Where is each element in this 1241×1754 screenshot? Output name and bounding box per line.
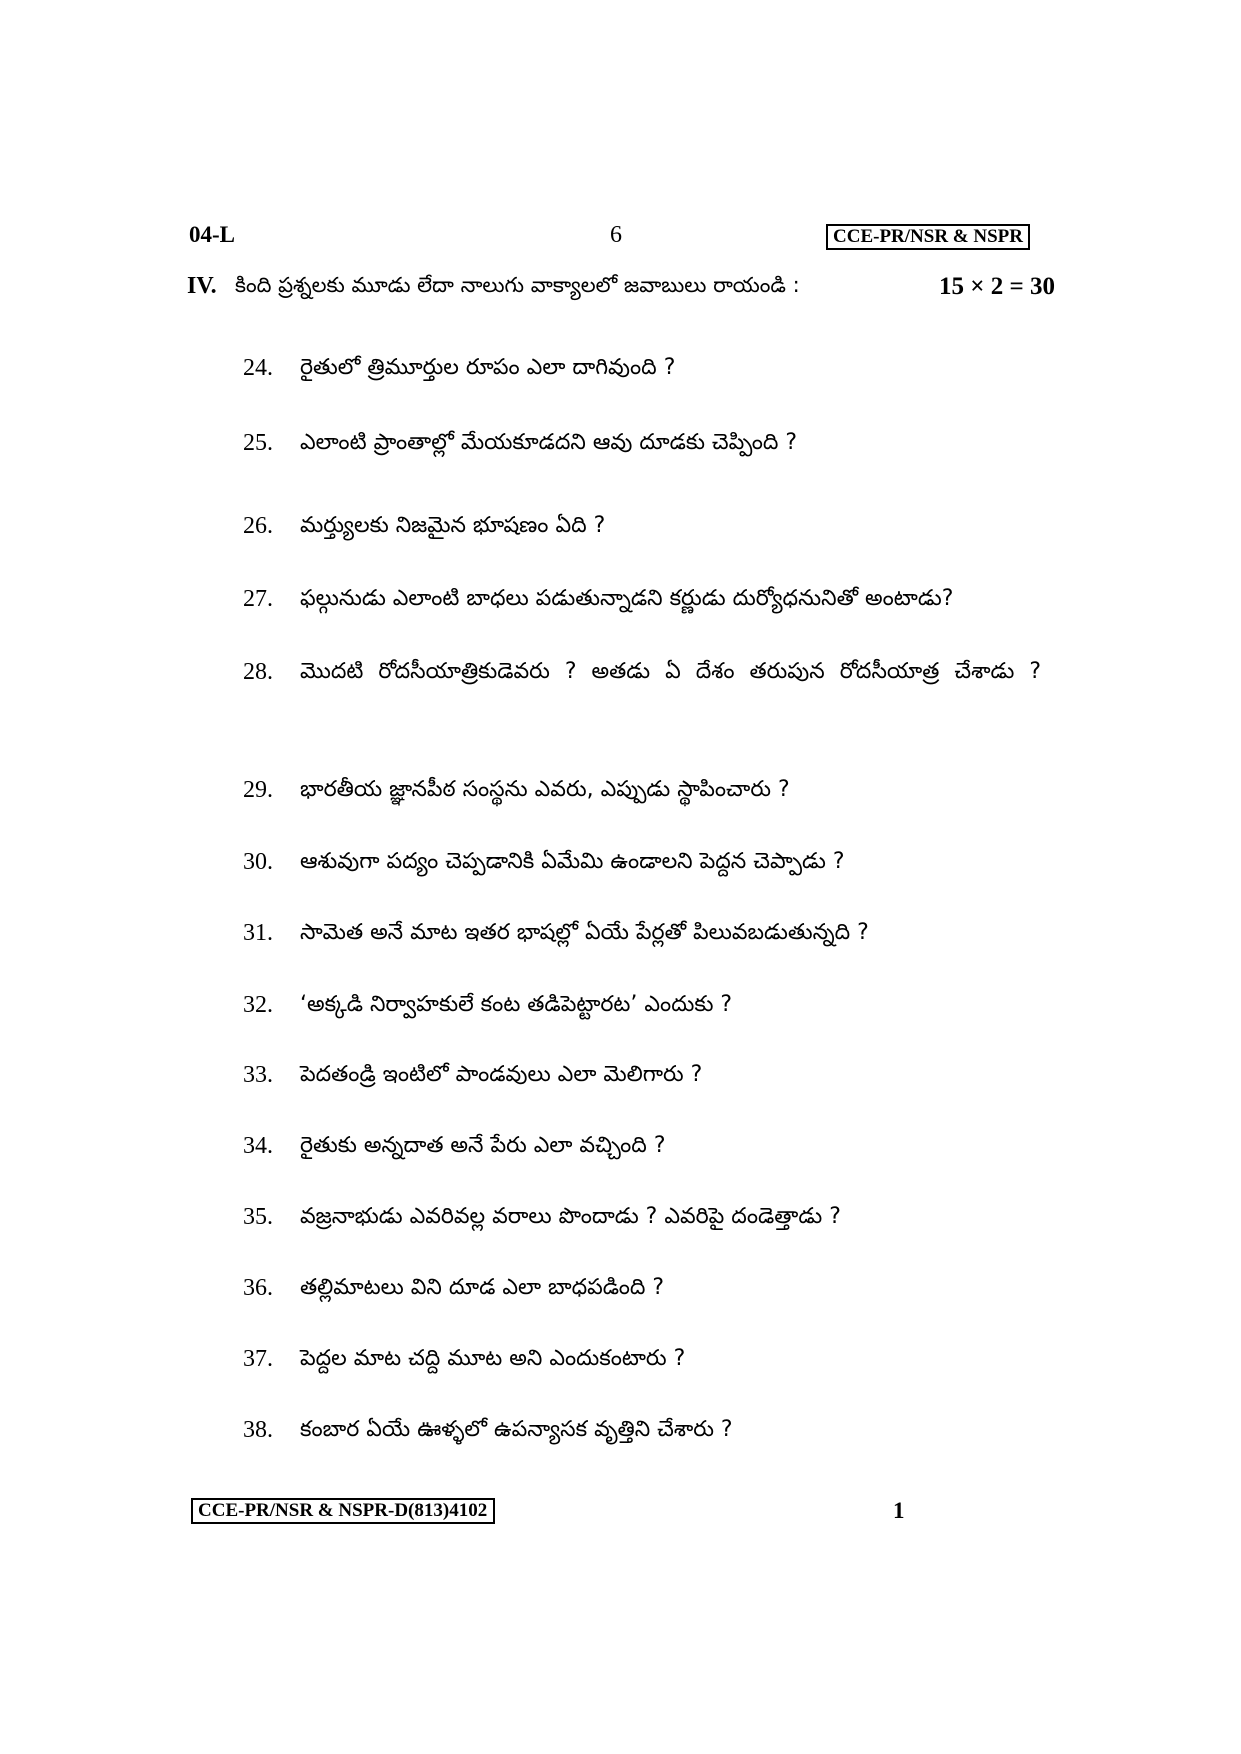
question-text: ఆశువుగా పద్యం చెప్పడానికి ఏమేమి ఉండాలని పెద్దన చెప్పాడు ? bbox=[300, 849, 845, 874]
footer-code-box: CCE-PR/NSR & NSPR-D(813)4102 bbox=[191, 1498, 495, 1524]
section-heading bbox=[187, 270, 1057, 310]
question-number: 28. bbox=[243, 659, 273, 685]
series-code-box: CCE-PR/NSR & NSPR bbox=[826, 224, 1030, 250]
question-number: 31. bbox=[243, 920, 273, 946]
question-text: పెదతండ్రి ఇంటిలో పాండవులు ఎలా మెలిగారు ? bbox=[300, 1062, 703, 1087]
paper-code: 04-L bbox=[189, 222, 235, 247]
question-number: 34. bbox=[243, 1133, 273, 1159]
question-number: 30. bbox=[243, 849, 273, 875]
question-number: 37. bbox=[243, 1346, 273, 1372]
section-number: IV. bbox=[187, 273, 217, 299]
question-text: ‘అక్కడి నిర్వాహకులే కంట తడిపెట్టారట’ ఎందుకు ? bbox=[300, 992, 733, 1017]
question-text: వజ్రనాభుడు ఎవరివల్ల వరాలు పొందాడు ? ఎవరిపై దండెత్తాడు ? bbox=[300, 1204, 841, 1229]
question-number: 35. bbox=[243, 1204, 273, 1230]
question-number: 26. bbox=[243, 513, 273, 539]
question-text: తల్లిమాటలు విని దూడ ఎలా బాధపడింది ? bbox=[300, 1275, 665, 1300]
question-text: ఫల్గునుడు ఎలాంటి బాధలు పడుతున్నాడని కర్ణుడు దుర్యోధనునితో అంటాడు? bbox=[300, 586, 954, 611]
page-number: 6 bbox=[610, 222, 622, 248]
question-text: మొదటి రోదసీయాత్రికుడెవరు ? అతడు ఏ దేశం తరుపున రోదసీయాత్ర చేశాడు ? bbox=[300, 659, 1042, 684]
section-instruction: కింది ప్రశ్నలకు మూడు లేదా నాలుగు వాక్యాలలో జవాబులు రాయండి : bbox=[235, 273, 800, 297]
question-text: ఎలాంటి ప్రాంతాల్లో మేయకూడదని ఆవు దూడకు చెప్పింది ? bbox=[300, 430, 798, 455]
question-number: 27. bbox=[243, 586, 273, 612]
question-number: 33. bbox=[243, 1062, 273, 1088]
question-number: 24. bbox=[243, 355, 273, 381]
question-text: మర్త్యులకు నిజమైన భూషణం ఏది ? bbox=[300, 513, 606, 538]
question-number: 32. bbox=[243, 992, 273, 1018]
question-number: 38. bbox=[243, 1417, 273, 1443]
question-number: 29. bbox=[243, 777, 273, 803]
footer-page-number: 1 bbox=[893, 1498, 905, 1523]
question-text: రైతుకు అన్నదాత అనే పేరు ఎలా వచ్చింది ? bbox=[300, 1133, 666, 1158]
question-text: సామెత అనే మాట ఇతర భాషల్లో ఏయే పేర్లతో పిలువబడుతున్నది ? bbox=[300, 920, 869, 945]
question-number: 25. bbox=[243, 430, 273, 456]
question-text: కంబార ఏయే ఊళ్ళలో ఉపన్యాసక వృత్తిని చేశారు ? bbox=[300, 1417, 733, 1442]
question-number: 36. bbox=[243, 1275, 273, 1301]
question-text: పెద్దల మాట చద్ది మూట అని ఎందుకంటారు ? bbox=[300, 1346, 686, 1371]
section-marks: 15 × 2 = 30 bbox=[939, 273, 1055, 300]
question-text: రైతులో త్రిమూర్తుల రూపం ఎలా దాగివుంది ? bbox=[300, 355, 676, 380]
question-text: భారతీయ జ్ఞానపీఠ సంస్థను ఎవరు, ఎప్పుడు స్థాపించారు ? bbox=[300, 777, 790, 802]
